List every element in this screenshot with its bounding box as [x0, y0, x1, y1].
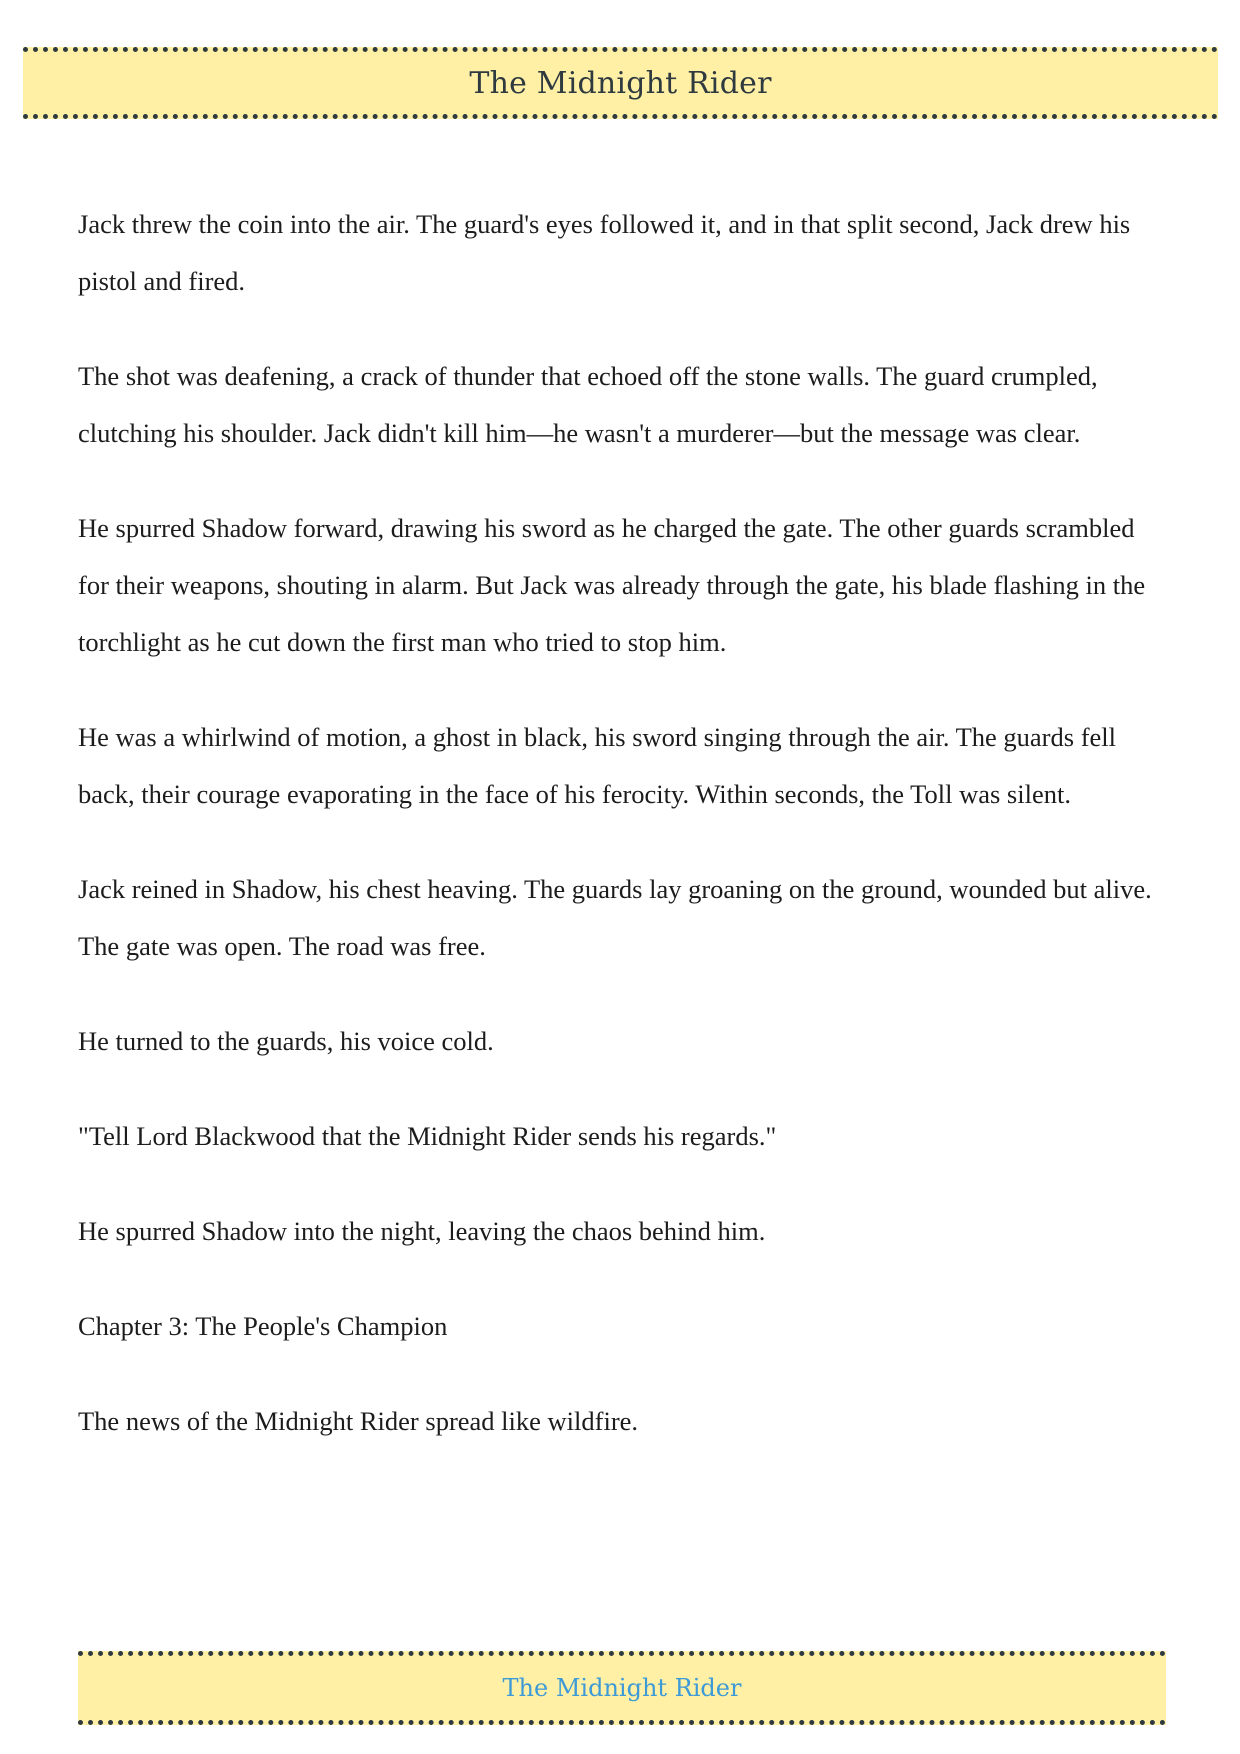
- header-title: The Midnight Rider: [469, 65, 772, 101]
- paragraph-4: He was a whirlwind of motion, a ghost in black, his sword singing through the air. The guards fell back, their courage evaporating in the face of his ferocity. Within seconds, the Toll was silent.: [78, 722, 1117, 809]
- paragraph-10: The news of the Midnight Rider spread like wildfire.: [78, 1406, 639, 1436]
- header-band: [23, 47, 1218, 119]
- paragraph-1: Jack threw the coin into the air. The guard's eyes followed it, and in that split second, Jack drew his pistol and fired.: [78, 209, 1131, 296]
- paragraph-3: He spurred Shadow forward, drawing his sword as he charged the gate. The other guards scrambled for their weapons, shouting in alarm. But Jack was already through the gate, his blade flashing in the torchlight as he cut down the first man who tried to stop him.: [78, 513, 1146, 657]
- paragraph-5: Jack reined in Shadow, his chest heaving. The guards lay groaning on the ground, wounded but alive. The gate was open. The road was free.: [78, 874, 1152, 961]
- footer-title: The Midnight Rider: [502, 1674, 742, 1702]
- footer-band: [78, 1651, 1166, 1725]
- paragraph-6: He turned to the guards, his voice cold.: [78, 1026, 494, 1056]
- paragraph-8: He spurred Shadow into the night, leaving the chaos behind him.: [78, 1216, 766, 1246]
- body-content: [78, 196, 1168, 1488]
- paragraph-7: "Tell Lord Blackwood that the Midnight Rider sends his regards.": [78, 1121, 777, 1151]
- chapter-heading: Chapter 3: The People's Champion: [78, 1311, 448, 1341]
- paragraph-2: The shot was deafening, a crack of thunder that echoed off the stone walls. The guard crumpled, clutching his shoulder. Jack didn't kill him—he wasn't a murderer—but the message was clear.: [78, 361, 1098, 448]
